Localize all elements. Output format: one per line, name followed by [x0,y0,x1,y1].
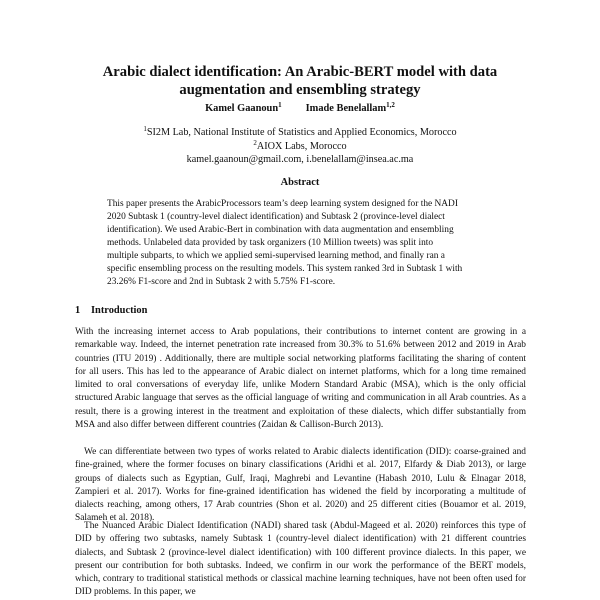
author-affil-mark: 1 [278,101,282,109]
affiliations [60,126,540,167]
abstract-line: multiple subparts, to which we applied semi-supervised learning method, and finally ran a [107,251,445,261]
section-title: Introduction [91,305,148,316]
author-list [60,102,540,116]
body-paragraph: We can differentiate between two types of works related to Arabic dialects identification (DID): coarse-grained and fine-grained, where the former focuses on binary classifications (Aridhi et al. 2017, Elfardy & Diab 2013), or large groups of dialects such as Egyptian, Gulf, Iraqi, Maghrebi and Levantine (Habash 2010, Lulu & Elnagar 2018, Zampieri et al. 2017). Works for fine-grained identification has widened the field by incorporating a multitude of dialects reaching, among others, 17 Arab countries (Shon et al. 2020) and 25 different cities (Bouamor et al. 2019, Salameh et al. 2018). [75,447,526,524]
body-paragraph: With the increasing internet access to Arab populations, their contributions to internet content are growing in a remarkable way. Indeed, the internet penetration rate increased from 30.3% to 51.6% between 2012 and 2019 in Arab countries (ITU 2019) . Additionally, there are multiple social networking platforms facilitating the sharing of content for all users. This has led to the appearance of Arabic dialect on internet platforms, which for a long time remained limited to oral conversations of everyday life, unlike Modern Standard Arabic (MSA), which is the only official structured Arabic language that serves as the official language of writing and communication in all Arab countries. As a result, there is a growing interest in the treatment and exploitation of these dialects, which differ substantially from MSA and also differ between different countries (Zaidan & Callison-Burch 2013). [75,327,526,431]
body-paragraph: The Nuanced Arabic Dialect Identification (NADI) shared task (Abdul-Mageed et al. 2020) reinforces this type of DID by offering two subtasks, namely Subtask 1 (country-level dialect identification) with 21 different countries dialects, and Subtask 2 (province-level dialect identification) with 100 different province dialects. In this paper, we present our contribution for both subtasks. Indeed, we confirm in our work the performance of the BERT models, which, contrary to traditional statistical methods or classical machine learning techniques, have not been often used for DID problems. In this paper, we [75,521,526,598]
abstract-line: This paper presents the ArabicProcessors team’s deep learning system designed for the NADI [107,199,458,209]
title-line-1: Arabic dialect identification: An Arabic-BERT model with data [102,64,498,80]
abstract-line: specific ensembling process on the resulting models. This system ranked 3rd in Subtask 1 with [107,264,463,274]
affiliation-line: $^1$SI2M Lab, National Institute of Statistics and Applied Economics, Morocco [143,125,457,138]
section-heading [75,305,147,316]
author-emails: kamel.gaanoun@gmail.com, i.benelallam@insea.ac.ma [186,154,414,166]
author-name: Kamel Gaanoun [205,103,279,114]
author-name: Imade Benelallam [305,103,387,114]
paper-title [60,63,540,99]
section-number: 1 [75,305,81,316]
title-line-2: augmentation and ensembling strategy [179,82,421,98]
abstract-line: methods. Unlabeled data provided by task organizers (10 Million tweets) was split into [107,238,434,248]
abstract-body [107,198,499,289]
abstract-heading: Abstract [280,177,320,188]
author-affil-mark: 1,2 [386,101,395,109]
affiliation-line: $^2$AIOX Labs, Morocco [253,138,347,152]
abstract-line: identification). We used Arabic-Bert in combination with data augmentation and ensembling [107,225,454,235]
abstract-line: 23.26% F1-score and 2nd in Subtask 2 with 5.75% F1-score. [107,277,336,287]
abstract-line: 2020 Subtask 1 (country-level dialect identification) and Subtask 2 (province-level dialect [107,212,445,222]
